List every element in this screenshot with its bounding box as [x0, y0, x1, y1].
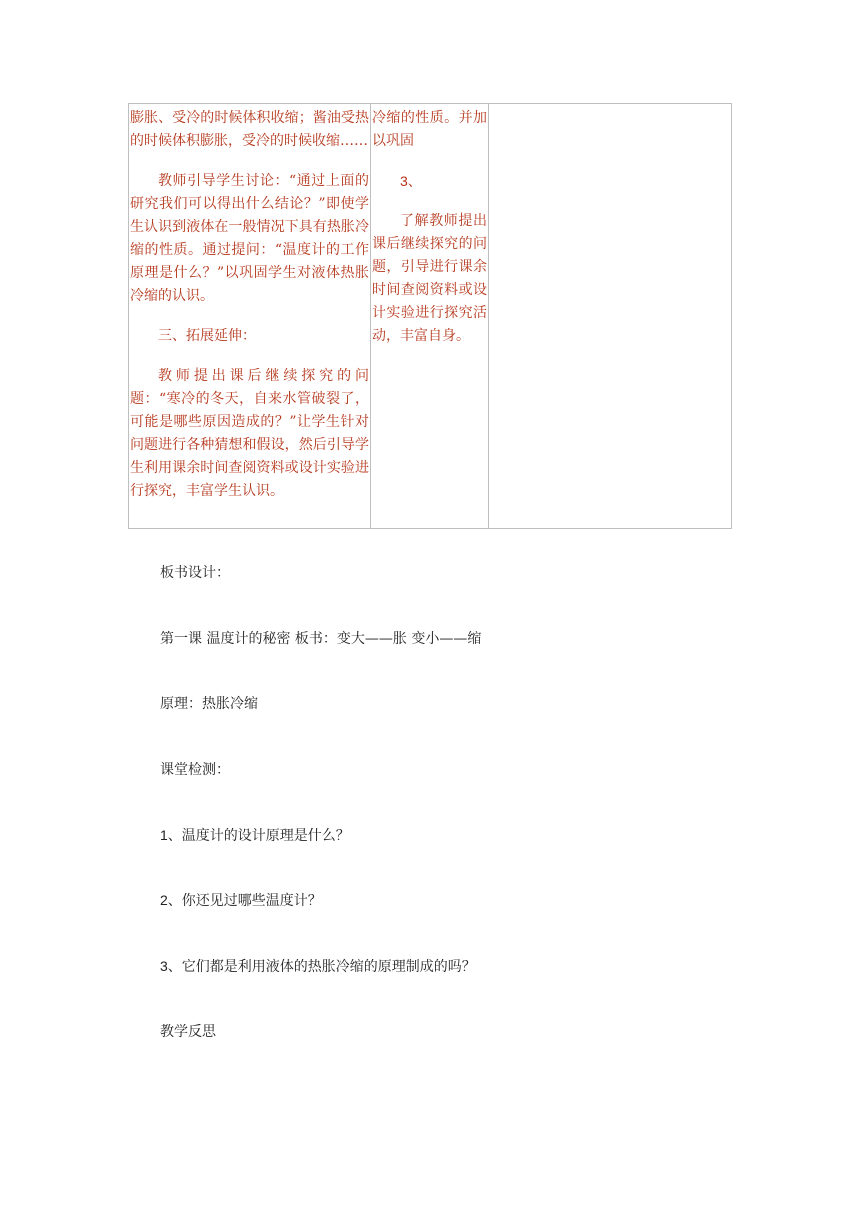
notes-text — [489, 104, 731, 107]
question-1: 1、温度计的设计原理是什么？ — [160, 827, 350, 843]
reflection-heading: 教学反思 — [160, 1024, 216, 1040]
question-3: 3、它们都是利用液体的热胀冷缩的原理制成的吗？ — [160, 958, 476, 974]
activity-paragraph-3: 教师提出课后继续探究的问题：“寒冷的冬天，自来水管破裂了，可能是哪些原因造成的？”让学生针对问题进行各种猜想和假设，然后引导学生利用课余时间查阅资料或设计实验进行探究，丰富学生认识。 — [130, 368, 369, 499]
table-cell-notes — [489, 104, 732, 529]
principle-line: 原理：热胀冷缩 — [160, 696, 258, 712]
student-paragraph-1: 冷缩的性质。并加以巩固 — [372, 110, 487, 149]
table-cell-activity — [129, 104, 371, 529]
student-step-number: 3、 — [400, 173, 422, 189]
activity-paragraph-1: 膨胀、受冷的时候体积收缩；酱油受热的时候体积膨胀，受冷的时候收缩…… — [130, 110, 369, 149]
table-row — [129, 104, 732, 529]
activity-paragraph-2: 教师引导学生讨论：“通过上面的研究我们可以得出什么结论？”即使学生认识到液体在一般情况下具有热胀冷缩的性质。通过提问：“温度计的工作原理是什么？”以巩固学生对液体热胀冷缩的认识。 — [130, 173, 369, 304]
class-test-heading: 课堂检测： — [160, 762, 230, 778]
board-design-heading: 板书设计： — [160, 565, 230, 581]
board-content: 第一课 温度计的秘密 板书：变大——胀 变小——缩 — [160, 631, 482, 647]
section-heading-extension: 三、拓展延伸： — [158, 328, 256, 344]
question-2: 2、你还见过哪些温度计？ — [160, 892, 322, 908]
lesson-table — [128, 103, 732, 529]
table-cell-student — [371, 104, 489, 529]
student-paragraph-2: 了解教师提出课后继续探究的问题，引导进行课余时间查阅资料或设计实验进行探究活动，丰富自身。 — [372, 213, 487, 344]
